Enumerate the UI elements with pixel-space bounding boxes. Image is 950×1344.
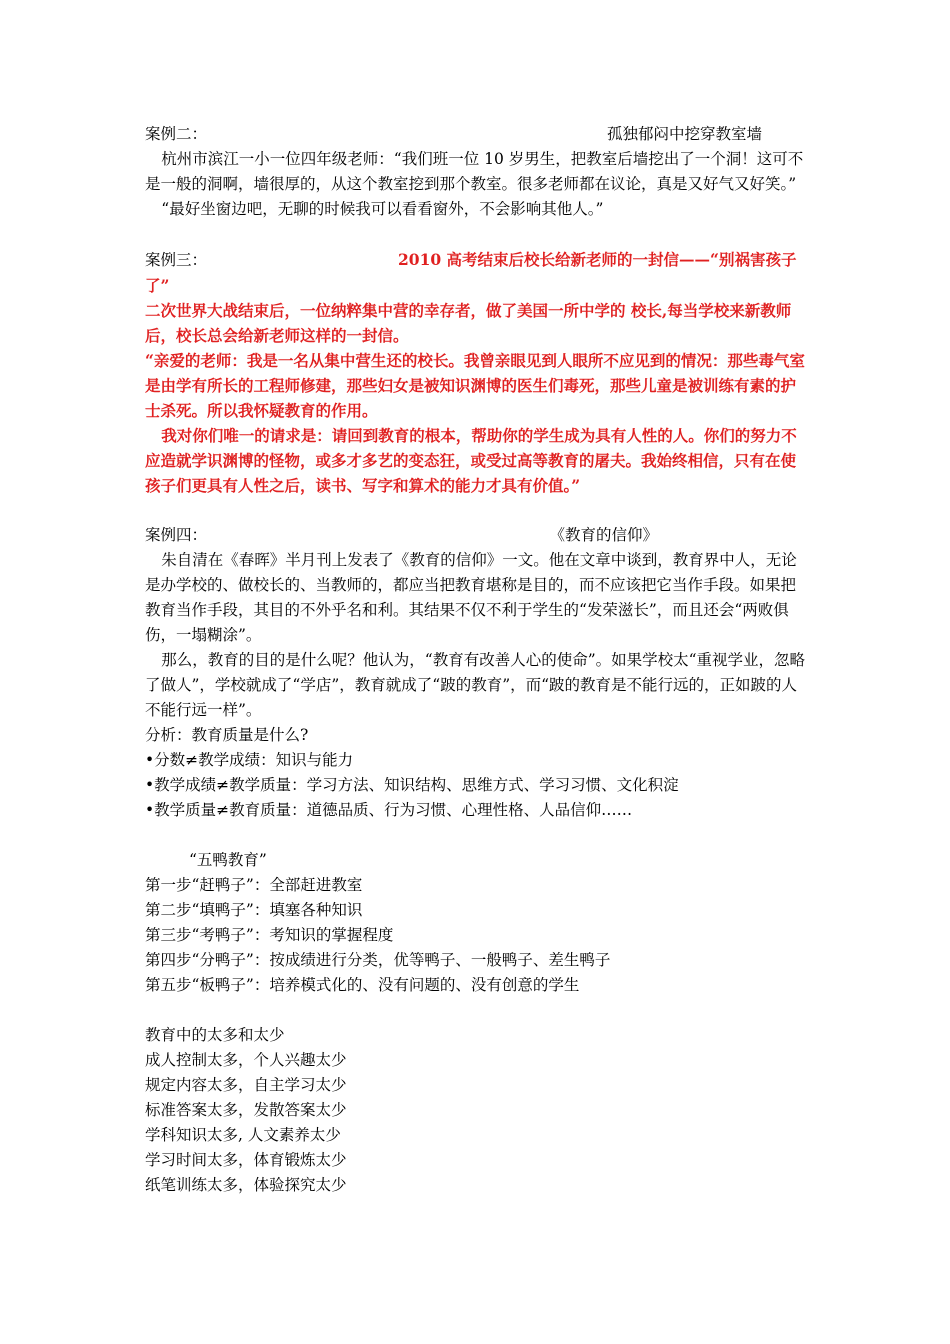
case2-header <box>145 122 810 147</box>
case3-paragraph-2: “亲爱的老师：我是一名从集中营生还的校长。我曾亲眼见到人眼所不应见到的情况：那些毒气室是由学有所长的工程师修建，那些妇女是被知识渊博的医生们毒死，那些儿童是被训练有素的护士杀死。所以我怀疑教育的作用。 <box>145 351 805 420</box>
too-much-item-6: 纸笔训练太多，体验探究太少 <box>145 1176 347 1194</box>
too-much-item-2: 规定内容太多，自主学习太少 <box>145 1076 347 1094</box>
case2-paragraph-1: 杭州市滨江一小一位四年级老师：“我们班一位 10 岁男生，把教室后墙挖出了一个洞！这可不是一般的洞啊，墙很厚的，从这个教室挖到那个教室。很多老师都在议论，真是又好气又好笑。” <box>145 150 804 193</box>
case4-paragraph-1: 朱自清在《春晖》半月刊上发表了《教育的信仰》一文。他在文章中谈到，教育界中人，无论是办学校的、做校长的、当教师的，都应当把教育堪称是目的，而不应该把它当作手段。如果把教育当作手段，其目的不外乎名和利。其结果不仅不利于学生的“发荣滋长”，而且还会“两败俱伤，一塌糊涂”。 <box>145 551 797 644</box>
document-body <box>145 122 810 1198</box>
case4-bullet-1: •分数≠教学成绩：知识与能力 <box>145 751 354 769</box>
five-ducks-step-4: 第四步“分鸭子”：按成绩进行分类，优等鸭子、一般鸭子、差生鸭子 <box>145 951 611 969</box>
case2-label: 案例二： <box>145 125 208 143</box>
too-much-item-5: 学习时间太多，体育锻炼太少 <box>145 1151 347 1169</box>
five-ducks-title: “五鸭教育” <box>189 851 267 869</box>
spacer <box>145 823 810 848</box>
too-much-item-4: 学科知识太多, 人文素养太少 <box>145 1126 341 1144</box>
case4-title: 《教育的信仰》 <box>549 526 658 544</box>
five-ducks-step-2: 第二步“填鸭子”：填塞各种知识 <box>145 901 363 919</box>
case3-title: 2010 高考结束后校长给新老师的一封信——“别祸害孩子了” <box>145 250 797 295</box>
case3-paragraph-1: 二次世界大战结束后，一位纳粹集中营的幸存者，做了美国一所中学的 校长,每当学校来新教师后，校长总会给新老师这样的一封信。 <box>145 301 792 345</box>
five-ducks-step-5: 第五步“板鸭子”：培养模式化的、没有问题的、没有创意的学生 <box>145 976 580 994</box>
case4-header <box>145 523 810 548</box>
case4-label: 案例四： <box>145 526 208 544</box>
case3-paragraph-3: 我对你们唯一的请求是：请回到教育的根本，帮助你的学生成为具有人性的人。你们的努力不应造就学识渊博的怪物，或多才多艺的变态狂，或受过高等教育的屠夫。我始终相信，只有在使孩子们更具有人性之后，读书、写字和算术的能力才具有价值。” <box>145 426 797 495</box>
five-ducks-step-1: 第一步“赶鸭子”：全部赶进教室 <box>145 876 363 894</box>
case3-header <box>145 247 810 298</box>
case4-paragraph-2: 那么，教育的目的是什么呢？他认为，“教育有改善人心的使命”。如果学校太“重视学业，忽略了做人”，学校就成了“学店”，教育就成了“跛的教育”，而“跛的教育是不能行远的，正如跛的人不能行远一样”。 <box>145 651 806 719</box>
spacer <box>145 222 810 247</box>
spacer <box>145 498 810 523</box>
five-ducks-step-3: 第三步“考鸭子”：考知识的掌握程度 <box>145 926 394 944</box>
case3-label: 案例三： <box>145 251 208 269</box>
case2-title: 孤独郁闷中挖穿教室墙 <box>606 125 762 143</box>
spacer <box>145 998 810 1023</box>
case4-bullet-3: •教学质量≠教育质量：道德品质、行为习惯、心理性格、人品信仰…… <box>145 801 633 819</box>
too-much-item-1: 成人控制太多，个人兴趣太少 <box>145 1051 347 1069</box>
case4-analysis: 分析：教育质量是什么? <box>145 726 309 744</box>
too-much-title: 教育中的太多和太少 <box>145 1026 285 1044</box>
too-much-item-3: 标准答案太多，发散答案太少 <box>145 1101 347 1119</box>
case2-paragraph-2: “最好坐窗边吧，无聊的时候我可以看看窗外，不会影响其他人。” <box>161 200 604 218</box>
case4-bullet-2: •教学成绩≠教学质量：学习方法、知识结构、思维方式、学习习惯、文化积淀 <box>145 776 679 794</box>
